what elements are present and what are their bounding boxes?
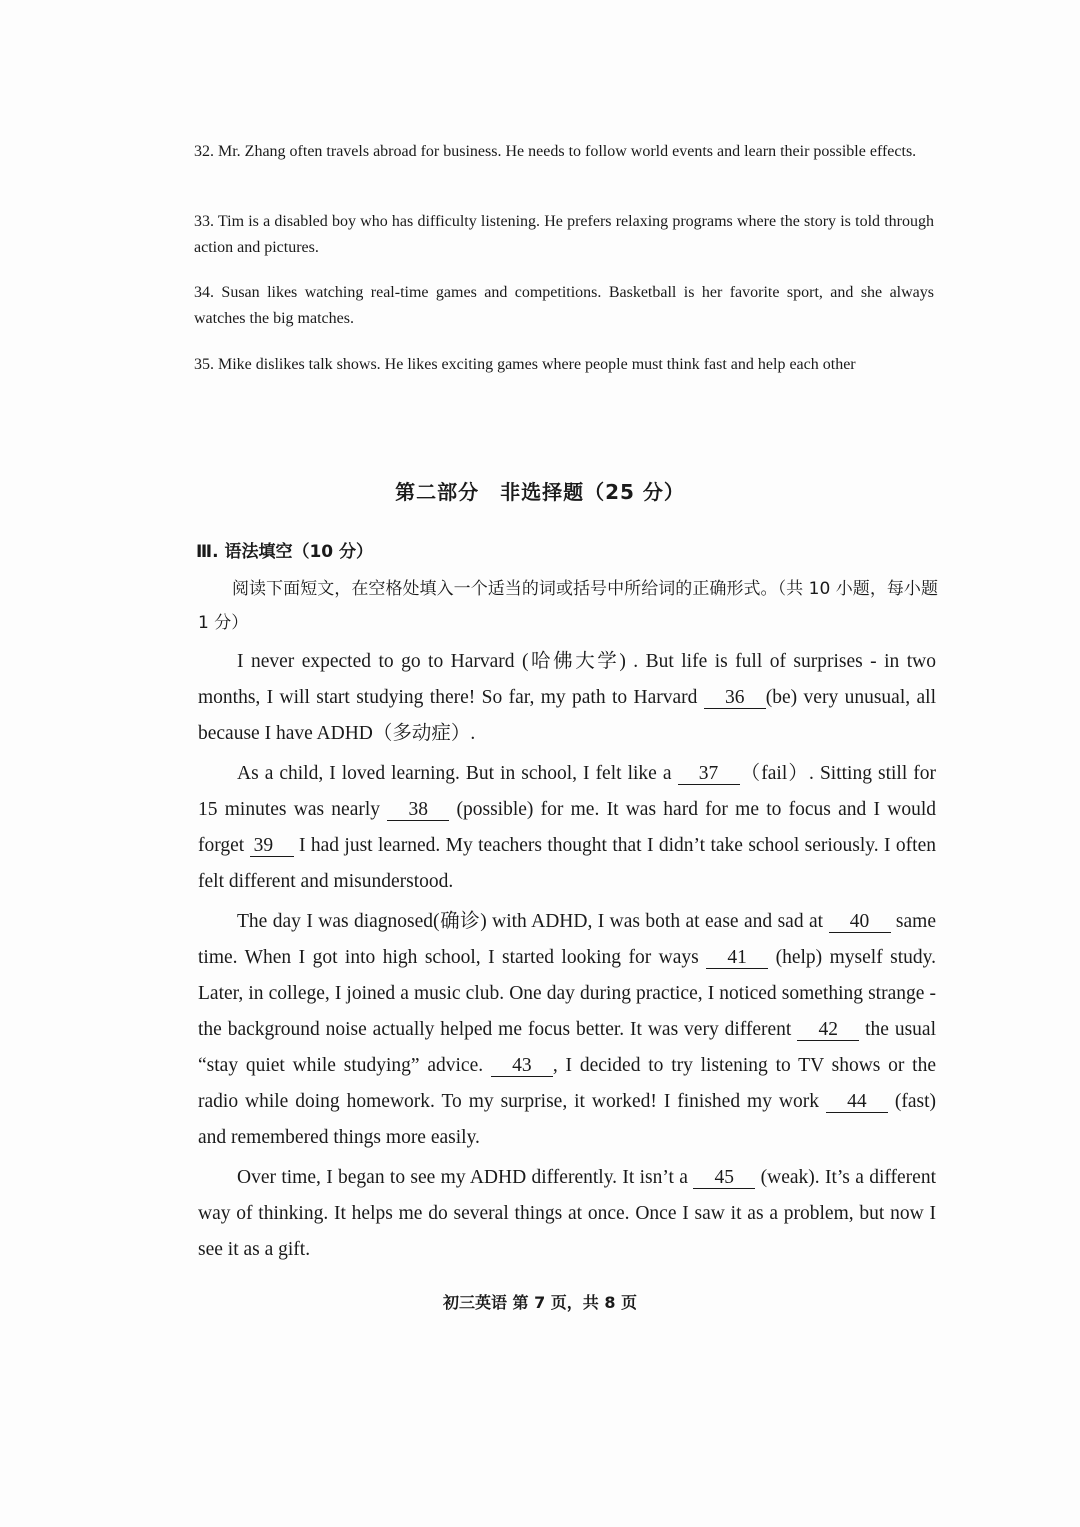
passage-text: I had just learned. My teachers thought that I didn’t take school seriously. I often felt different and misunderstood. bbox=[198, 835, 936, 892]
passage-text: (fast) and remembered things more easily. bbox=[198, 1091, 936, 1148]
page-footer: 初三英语 第 7 页，共 8 页 bbox=[442, 1293, 638, 1312]
blank-45[interactable]: 45 bbox=[693, 1168, 755, 1189]
grammar-fill-heading: Ⅲ. 语法填空（10 分） bbox=[196, 542, 374, 562]
passage-text: The day I was diagnosed(确诊) with ADHD, I was both at ease and sad at bbox=[237, 911, 829, 932]
question-32: 32. Mr. Zhang often travels abroad for business. He needs to follow world events and learn their possible effects. bbox=[194, 143, 917, 160]
passage-text: (help) myself study. Later, in college, I joined a music club. One day during practice, I noticed something strange - the background noise actually helped me focus better. It was very different bbox=[198, 947, 937, 1040]
blank-37[interactable]: 37 bbox=[678, 764, 740, 785]
passage-text: As a child, I loved learning. But in school, I felt like a bbox=[237, 763, 678, 784]
blank-41[interactable]: 41 bbox=[706, 948, 768, 969]
section-title: 第二部分 非选择题（25 分） bbox=[395, 480, 685, 504]
question-33: 33. Tim is a disabled boy who has difficulty listening. He prefers relaxing programs where the story is told through action and pictures. bbox=[194, 213, 934, 256]
passage-paragraph-1 bbox=[198, 644, 936, 752]
passage-paragraph-2 bbox=[198, 756, 936, 900]
blank-38[interactable]: 38 bbox=[387, 800, 449, 821]
passage-text: I never expected to go to Harvard (哈佛大学) . But life is full of surprises - in two months, I will start studying there! So far, my path to Harvard bbox=[198, 651, 936, 708]
question-34: 34. Susan likes watching real-time games and competitions. Basketball is her favorite sport, and she always watches the big matches. bbox=[194, 284, 934, 327]
passage-text: , I decided to try listening to TV shows or the radio while doing homework. To my surprise, it worked! I finished my work bbox=[198, 1055, 937, 1112]
blank-36[interactable]: 36 bbox=[704, 688, 766, 709]
passage-text: （fail）. Sitting still for 15 minutes was nearly bbox=[198, 763, 936, 820]
passage-text: the usual “stay quiet while studying” advice. bbox=[198, 1019, 936, 1076]
passage-text: (be) very unusual, all because I have ADHD（多动症）. bbox=[198, 687, 936, 744]
passage-paragraph-3 bbox=[198, 904, 936, 1156]
blank-44[interactable]: 44 bbox=[826, 1092, 888, 1113]
passage-text: (weak). It’s a different way of thinking. It helps me do several things at once. Once I saw it as a problem, but now I see it as a gift. bbox=[198, 1167, 936, 1260]
blank-39[interactable]: 39 bbox=[250, 836, 294, 857]
blank-42[interactable]: 42 bbox=[797, 1020, 859, 1041]
reading-passage bbox=[198, 644, 936, 1272]
passage-text: (possible) for me. It was hard for me to focus and I would forget bbox=[198, 799, 936, 856]
passage-paragraph-4 bbox=[198, 1160, 936, 1268]
passage-text: Over time, I began to see my ADHD differently. It isn’t a bbox=[237, 1167, 694, 1188]
question-35: 35. Mike dislikes talk shows. He likes exciting games where people must think fast and help each other bbox=[194, 356, 856, 373]
blank-43[interactable]: 43 bbox=[491, 1056, 553, 1077]
passage-text: same time. When I got into high school, I started looking for ways bbox=[198, 911, 936, 968]
blank-40[interactable]: 40 bbox=[829, 912, 891, 933]
grammar-fill-instruction: 阅读下面短文，在空格处填入一个适当的词或括号中所给词的正确形式。（共 10 小题，每小题 1 分） bbox=[198, 579, 938, 633]
